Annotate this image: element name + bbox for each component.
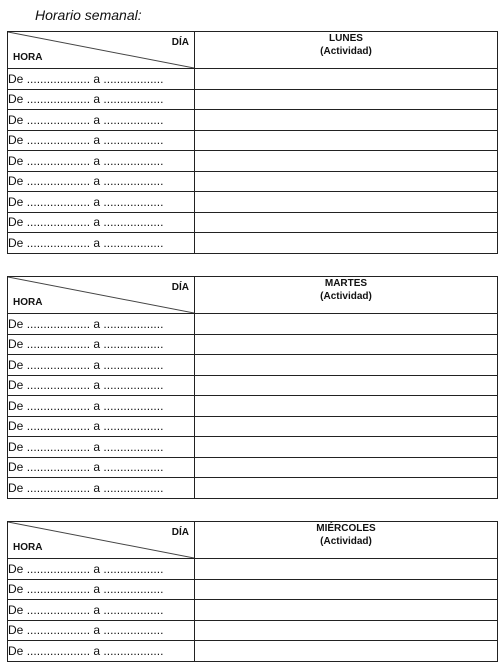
- time-range-cell[interactable]: De ................... a ..................: [8, 171, 195, 192]
- time-range-cell[interactable]: De ................... a ..................: [8, 314, 195, 335]
- day-header: [195, 277, 498, 314]
- time-range-cell[interactable]: De ................... a ..................: [8, 233, 195, 254]
- day-label: DÍA: [171, 37, 189, 48]
- time-range-cell[interactable]: De ................... a ..................: [8, 396, 195, 417]
- table-row: [8, 478, 498, 499]
- day-header: [195, 522, 498, 559]
- schedule-table-miercoles: [7, 521, 498, 662]
- activity-cell[interactable]: [195, 334, 498, 355]
- table-row: [8, 416, 498, 437]
- table-row: [8, 355, 498, 376]
- time-range-cell[interactable]: De ................... a ..................: [8, 641, 195, 662]
- activity-cell[interactable]: [195, 171, 498, 192]
- day-name: LUNES: [329, 33, 363, 44]
- table-row: [8, 375, 498, 396]
- activity-cell[interactable]: [195, 416, 498, 437]
- time-range-cell[interactable]: De ................... a ..................: [8, 130, 195, 151]
- table-row: [8, 457, 498, 478]
- table-row: [8, 130, 498, 151]
- day-label: DÍA: [171, 527, 189, 538]
- table-row: [8, 334, 498, 355]
- table-row: [8, 151, 498, 172]
- table-row: [8, 192, 498, 213]
- time-range-cell[interactable]: De ................... a ..................: [8, 192, 195, 213]
- activity-cell[interactable]: [195, 192, 498, 213]
- table-row: [8, 89, 498, 110]
- time-range-cell[interactable]: De ................... a ..................: [8, 457, 195, 478]
- time-range-cell[interactable]: De ................... a ..................: [8, 559, 195, 580]
- time-range-cell[interactable]: De ................... a ..................: [8, 89, 195, 110]
- day-label: DÍA: [171, 282, 189, 293]
- table-row: [8, 620, 498, 641]
- time-range-cell[interactable]: De ................... a ..................: [8, 69, 195, 90]
- time-range-cell[interactable]: De ................... a ..................: [8, 355, 195, 376]
- time-range-cell[interactable]: De ................... a ..................: [8, 110, 195, 131]
- page-title: Horario semanal:: [35, 7, 142, 23]
- table-row: [8, 396, 498, 417]
- activity-cell[interactable]: [195, 89, 498, 110]
- activity-cell[interactable]: [195, 130, 498, 151]
- header-corner-cell: [8, 277, 195, 314]
- table-row: [8, 314, 498, 335]
- activity-label: (Actividad): [320, 536, 372, 547]
- time-range-cell[interactable]: De ................... a ..................: [8, 334, 195, 355]
- activity-label: (Actividad): [320, 46, 372, 57]
- table-row: [8, 171, 498, 192]
- time-range-cell[interactable]: De ................... a ..................: [8, 620, 195, 641]
- activity-cell[interactable]: [195, 69, 498, 90]
- table-row: [8, 233, 498, 254]
- activity-cell[interactable]: [195, 600, 498, 621]
- hour-label: HORA: [13, 297, 43, 308]
- table-row: [8, 641, 498, 662]
- activity-cell[interactable]: [195, 375, 498, 396]
- day-name: MIÉRCOLES: [316, 523, 376, 534]
- activity-cell[interactable]: [195, 478, 498, 499]
- day-name: MARTES: [324, 278, 368, 289]
- header-corner-cell: [8, 32, 195, 69]
- table-row: [8, 579, 498, 600]
- activity-cell[interactable]: [195, 314, 498, 335]
- activity-cell[interactable]: [195, 233, 498, 254]
- header-corner-cell: [8, 522, 195, 559]
- activity-cell[interactable]: [195, 396, 498, 417]
- time-range-cell[interactable]: De ................... a ..................: [8, 437, 195, 458]
- day-header: [195, 32, 498, 69]
- activity-cell[interactable]: [195, 559, 498, 580]
- time-range-cell[interactable]: De ................... a ..................: [8, 212, 195, 233]
- activity-cell[interactable]: [195, 579, 498, 600]
- table-row: [8, 110, 498, 131]
- activity-cell[interactable]: [195, 355, 498, 376]
- schedule-table-lunes: [7, 31, 498, 254]
- activity-cell[interactable]: [195, 457, 498, 478]
- activity-cell[interactable]: [195, 151, 498, 172]
- activity-cell[interactable]: [195, 620, 498, 641]
- schedule-table-martes: [7, 276, 498, 499]
- table-row: [8, 559, 498, 580]
- time-range-cell[interactable]: De ................... a ..................: [8, 579, 195, 600]
- table-row: [8, 212, 498, 233]
- time-range-cell[interactable]: De ................... a ..................: [8, 416, 195, 437]
- hour-label: HORA: [13, 52, 43, 63]
- activity-cell[interactable]: [195, 641, 498, 662]
- time-range-cell[interactable]: De ................... a ..................: [8, 600, 195, 621]
- activity-label: (Actividad): [320, 291, 372, 302]
- time-range-cell[interactable]: De ................... a ..................: [8, 478, 195, 499]
- activity-cell[interactable]: [195, 110, 498, 131]
- time-range-cell[interactable]: De ................... a ..................: [8, 375, 195, 396]
- table-row: [8, 69, 498, 90]
- time-range-cell[interactable]: De ................... a ..................: [8, 151, 195, 172]
- activity-cell[interactable]: [195, 212, 498, 233]
- table-row: [8, 600, 498, 621]
- hour-label: HORA: [13, 542, 43, 553]
- table-row: [8, 437, 498, 458]
- activity-cell[interactable]: [195, 437, 498, 458]
